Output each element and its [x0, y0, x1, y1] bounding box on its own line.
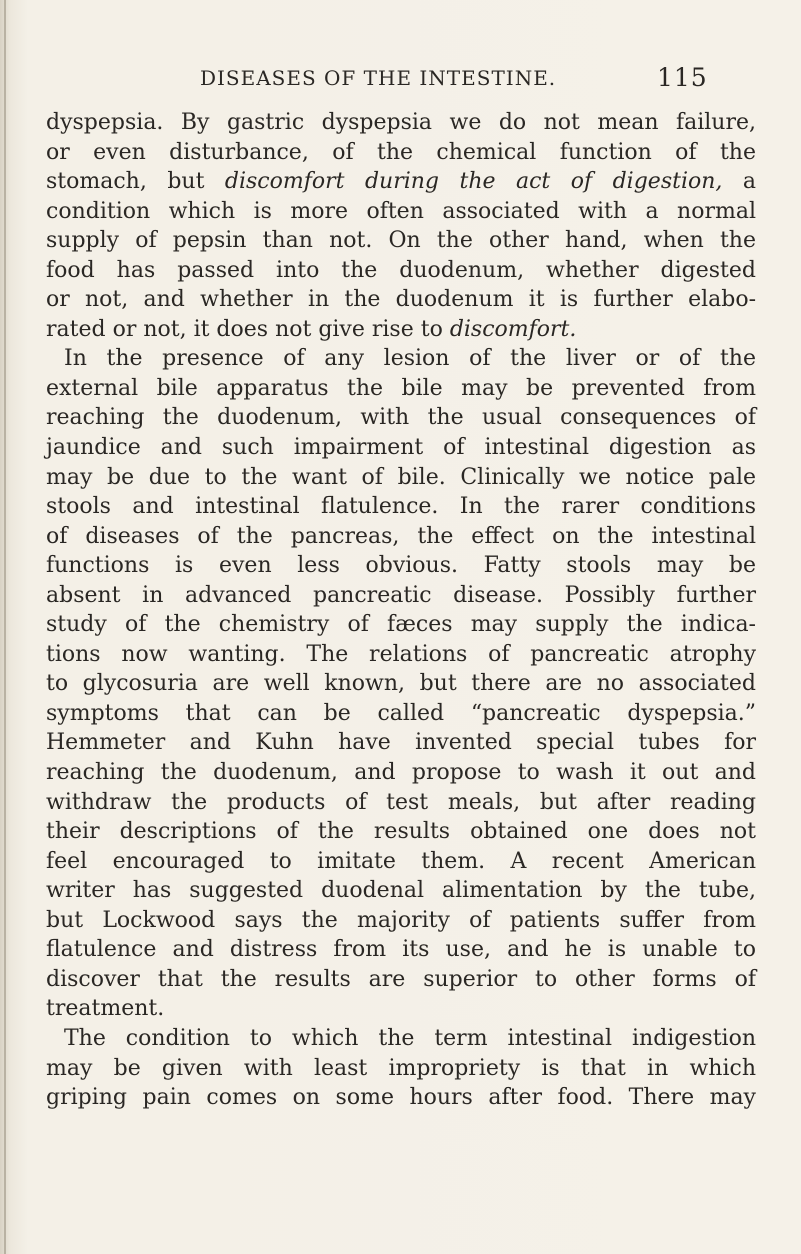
text-segment: griping pain comes on some hours after food. There may — [46, 1085, 756, 1111]
text-segment: or not, and whether in the duodenum it is further elabo- — [46, 287, 756, 313]
text-segment: reaching the duodenum, and propose to wash it out and — [46, 760, 756, 786]
text-segment: but Lockwood says the majority of patients suffer from — [46, 907, 756, 933]
text-line — [46, 1083, 756, 1113]
text-line — [46, 788, 756, 818]
text-line — [46, 138, 756, 168]
text-segment: functions is even less obvious. Fatty stools may be — [46, 553, 756, 579]
text-segment: symptoms that can be called “pancreatic dyspepsia.” — [46, 700, 756, 726]
text-segment: food has passed into the duodenum, whether digested — [46, 257, 756, 283]
text-line — [46, 965, 756, 995]
text-line — [46, 906, 756, 936]
text-line — [46, 847, 756, 877]
text-segment: to glycosuria are well known, but there are no associated — [46, 671, 756, 697]
text-line — [46, 226, 756, 256]
text-line — [46, 935, 756, 965]
text-segment: Hemmeter and Kuhn have invented special tubes for — [46, 730, 756, 756]
text-segment: their descriptions of the results obtained one does not — [46, 819, 756, 845]
text-line — [46, 581, 756, 611]
text-segment: reaching the duodenum, with the usual consequences of — [46, 405, 756, 431]
text-segment: or even disturbance, of the chemical function of the — [46, 139, 756, 165]
text-line — [46, 728, 756, 758]
text-line — [46, 463, 756, 493]
text-segment: may be given with least impropriety is that in which — [46, 1055, 756, 1081]
text-segment: flatulence and distress from its use, and he is unable to — [46, 937, 756, 963]
text-line — [46, 1054, 756, 1084]
text-segment: feel encouraged to imitate them. A recent American — [46, 848, 756, 874]
text-segment: study of the chemistry of fæces may supply the indica- — [46, 612, 756, 638]
text-segment: treatment. — [46, 996, 165, 1022]
italic-text: discomfort during the act of digestion, — [224, 169, 723, 195]
page-number: 115 — [657, 63, 708, 92]
text-segment: jaundice and such impairment of intestinal digestion as — [46, 435, 756, 461]
text-segment: condition which is more often associated with a normal — [46, 198, 756, 224]
text-segment: external bile apparatus the bile may be prevented from — [46, 375, 756, 401]
text-line — [46, 994, 756, 1024]
text-line — [46, 197, 756, 227]
text-line — [46, 669, 756, 699]
text-segment: The condition to which the term intestinal indigestion — [64, 1025, 756, 1051]
text-segment: absent in advanced pancreatic disease. Possibly further — [46, 582, 756, 608]
text-segment: rated or not, it does not give rise to — [46, 316, 450, 342]
text-line — [46, 167, 756, 197]
text-line — [46, 522, 756, 552]
text-line — [46, 876, 756, 906]
text-line — [46, 699, 756, 729]
text-segment: may be due to the want of bile. Clinically we notice pale — [46, 464, 756, 490]
text-line — [46, 817, 756, 847]
text-segment: dyspepsia. By gastric dyspepsia we do not mean failure, — [46, 110, 756, 135]
text-line — [46, 403, 756, 433]
text-segment: supply of pepsin than not. On the other hand, when the — [46, 228, 756, 254]
binding-edge — [4, 0, 6, 1254]
running-title: DISEASES OF THE INTESTINE. — [200, 66, 557, 90]
text-line — [46, 285, 756, 315]
text-segment: stools and intestinal flatulence. In the rarer conditions — [46, 494, 756, 520]
text-line — [46, 551, 756, 581]
text-line — [46, 344, 756, 374]
text-segment: tions now wanting. The relations of pancreatic atrophy — [46, 641, 756, 667]
text-line — [46, 640, 756, 670]
text-line — [46, 256, 756, 286]
text-line — [46, 492, 756, 522]
text-line — [46, 433, 756, 463]
text-line — [46, 374, 756, 404]
page-header — [0, 62, 801, 98]
text-segment: writer has suggested duodenal alimentation by the tube, — [46, 878, 756, 904]
text-segment: In the presence of any lesion of the liver or of the — [64, 346, 756, 372]
text-line — [46, 1024, 756, 1054]
text-segment: of diseases of the pancreas, the effect on the intestinal — [46, 523, 756, 549]
text-line — [46, 315, 756, 345]
italic-text: discomfort. — [449, 316, 577, 342]
text-segment: withdraw the products of test meals, but after reading — [46, 789, 756, 815]
text-segment: discover that the results are superior to other forms of — [46, 966, 756, 992]
text-line — [46, 758, 756, 788]
text-segment: a — [722, 169, 756, 195]
text-segment: stomach, but — [46, 169, 225, 195]
body-text — [46, 108, 756, 1113]
text-line — [46, 108, 756, 138]
text-line — [46, 610, 756, 640]
